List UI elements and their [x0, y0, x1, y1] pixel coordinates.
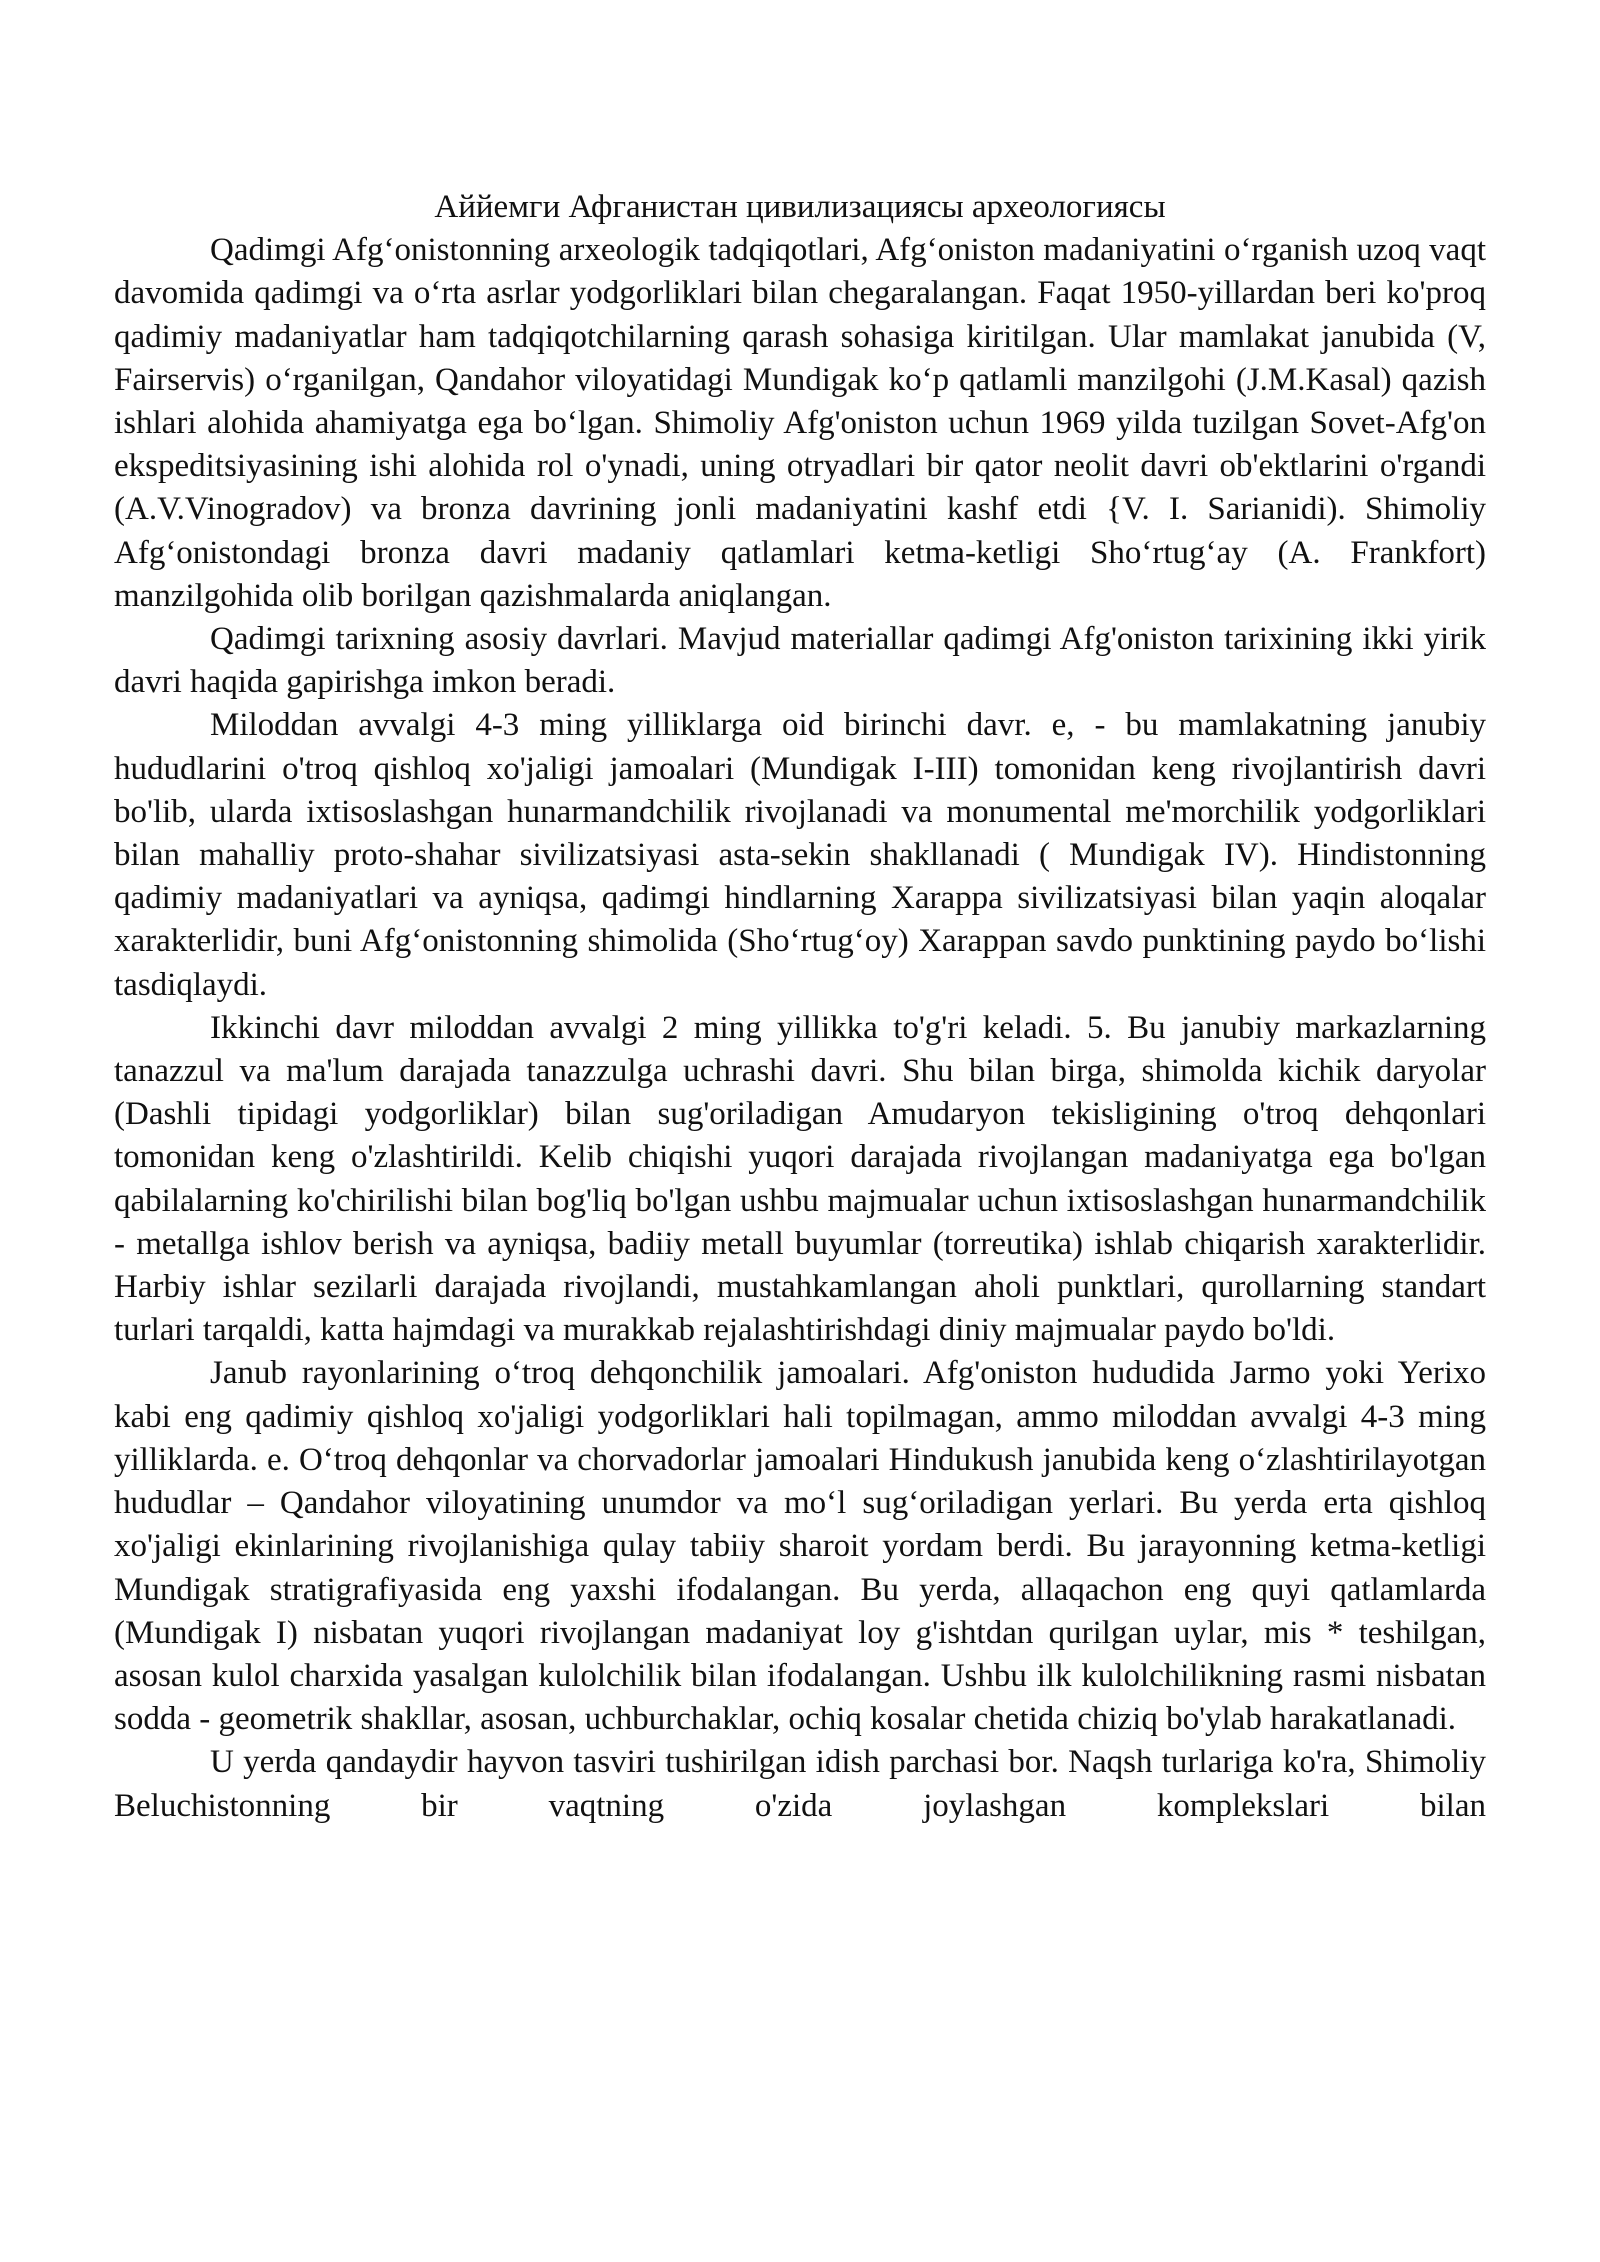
paragraph-southern-communities: Janub rayonlarining o‘troq dehqonchilik jamoalari. Afg'oniston hududida Jarmo yoki Yerixo kabi eng qadimiy qishloq xo'jaligi yodgorliklari hali topilmagan, ammo miloddan avvalgi 4-3 ming yilliklarda. e. O‘troq dehqonlar va chorvadorlar jamoalari Hindukush janubida keng o‘zlashtirilayotgan hududlar – Qandahor viloyatining unumdor va mo‘l sug‘oriladigan yerlari. Bu yerda erta qishloq xo'jaligi ekinlarining rivojlanishiga qulay tabiiy sharoit yordam berdi. Bu jarayonning ketma-ketligi Mundigak stratigrafiyasida eng yaxshi ifodalangan. Bu yerda, allaqachon eng quyi qatlamlarda (Mundigak I) nisbatan yuqori rivojlangan madaniyat loy g'ishtdan qurilgan uylar, mis * teshilgan, asosan kulol charxida yasalgan kulolchilik bilan ifodalangan. Ushbu ilk kulolchilikning rasmi nisbatan sodda - geometrik shakllar, asosan, uchburchaklar, ochiq kosalar chetida chiziq bo'ylab harakatlanadi.: [114, 1355, 1486, 1738]
paragraph-main-periods: Qadimgi tarixning asosiy davrlari. Mavjud materiallar qadimgi Afg'oniston tarixining ikki yirik davri haqida gapirishga imkon beradi.: [114, 621, 1486, 701]
document-title: Аййемги Афганистан цивилизациясы археологиясы: [434, 189, 1166, 225]
paragraph-animal-image-fragment: U yerda qandaydir hayvon tasviri tushirilgan idish parchasi bor. Naqsh turlariga ko'ra, Shimoliy Beluchistonning bir vaqtning o'zida joylashgan komplekslari bilan: [114, 1744, 1486, 1824]
paragraph-second-period: Ikkinchi davr miloddan avvalgi 2 ming yillikka to'g'ri keladi. 5. Bu janubiy markazlarning tanazzul va ma'lum darajada tanazzulga uchrashi davri. Shu bilan birga, shimolda kichik daryolar (Dashli tipidagi yodgorliklar) bilan sug'oriladigan Amudaryon tekisligining o'troq dehqonlari tomonidan keng o'zlashtirildi. Kelib chiqishi yuqori darajada rivojlangan madaniyatga ega bo'lgan qabilalarning ko'chirilishi bilan bog'liq bo'lgan ushbu majmualar uchun ixtisoslashgan hunarmandchilik - metallga ishlov berish va ayniqsa, badiiy metall buyumlar (torreutika) ishlab chiqarish xarakterlidir. Harbiy ishlar sezilarli darajada rivojlandi, mustahkamlangan aholi punktlari, qurollarning standart turlari tarqaldi, katta hajmdagi va murakkab rejalashtirishdagi diniy majmualar paydo bo'ldi.: [114, 1009, 1486, 1349]
paragraph-research-history: Qadimgi Afg‘onistonning arxeologik tadqiqotlari, Afg‘oniston madaniyatini o‘rganish uzoq vaqt davomida qadimgi va o‘rta asrlar yodgorliklari bilan chegaralangan. Faqat 1950-yillardan beri ko'proq qadimiy madaniyatlar ham tadqiqotchilarning qarash sohasiga kiritilgan. Ular mamlakat janubida (V, Fairservis) o‘rganilgan, Qandahor viloyatidagi Mundigak ko‘p qatlamli manzilgohi (J.M.Kasal) qazish ishlari alohida ahamiyatga ega bo‘lgan. Shimoliy Afg'oniston uchun 1969 yilda tuzilgan Sovet-Afg'on ekspeditsiyasining ishi alohida rol o'ynadi, uning otryadlari bir qator neolit davri ob'ektlarini o'rgandi (A.V.Vinogradov) va bronza davrining jonli madaniyatini kashf etdi {V. I. Sarianidi). Shimoliy Afg‘onistondagi bronza davri madaniy qatlamlari ketma-ketligi Sho‘rtug‘ay (A. Frankfort) manzilgohida olib borilgan qazishmalarda aniqlangan.: [114, 232, 1486, 614]
paragraph-first-period: Miloddan avvalgi 4-3 ming yilliklarga oid birinchi davr. e, - bu mamlakatning janubiy hududlarini o'troq qishloq xo'jaligi jamoalari (Mundigak I-III) tomonidan keng rivojlantirish davri bo'lib, ularda ixtisoslashgan hunarmandchilik rivojlanadi va monumental me'morchilik yodgorliklari bilan mahalliy proto-shahar sivilizatsiyasi asta-sekin shakllanadi ( Mundigak IV). Hindistonning qadimiy madaniyatlari va ayniqsa, qadimgi hindlarning Xarappa sivilizatsiyasi bilan yaqin aloqalar xarakterlidir, buni Afg‘onistonning shimolida (Sho‘rtug‘oy) Xarappan savdo punktining paydo bo‘lishi tasdiqlaydi.: [114, 707, 1486, 1003]
document-page: [114, 186, 1486, 1828]
